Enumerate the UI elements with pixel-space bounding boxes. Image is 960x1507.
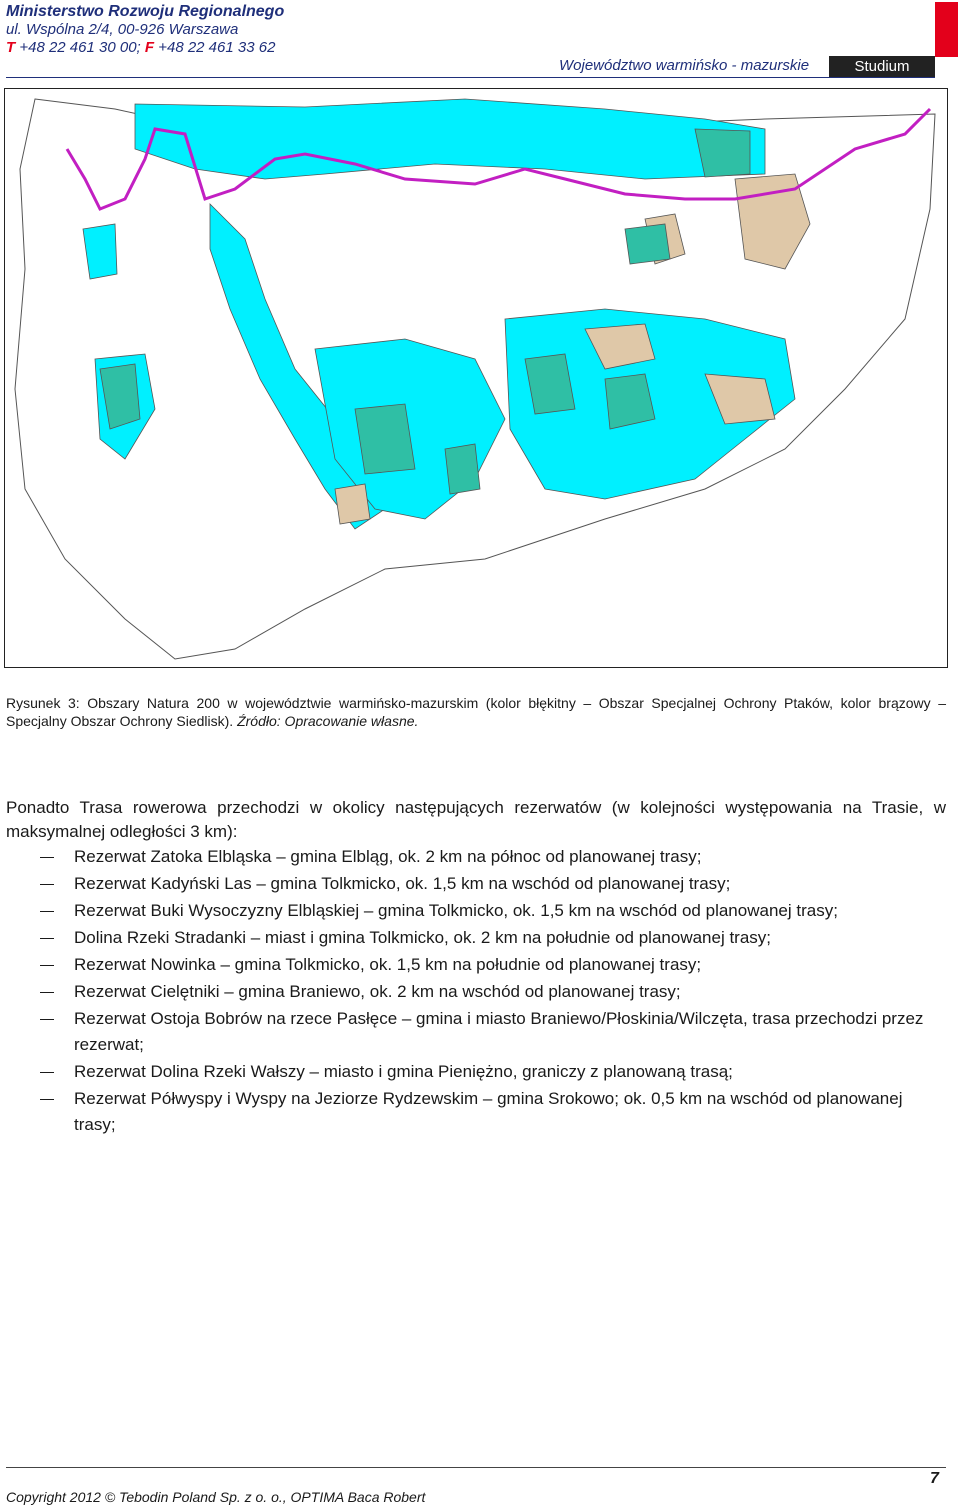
map-graphic — [5, 89, 947, 667]
header-rule — [6, 77, 935, 78]
dash-bullet — [40, 1019, 54, 1020]
list-item — [6, 925, 946, 951]
overlap-area-2 — [625, 224, 670, 264]
dash-bullet — [40, 938, 54, 939]
dash-bullet — [40, 857, 54, 858]
reserve-list — [6, 844, 946, 1139]
natura-map — [4, 88, 948, 668]
list-item — [6, 871, 946, 897]
page-number: 7 — [930, 1470, 939, 1487]
fax-label: F — [144, 39, 155, 56]
dash-bullet — [40, 1099, 54, 1100]
list-item — [6, 898, 946, 924]
list-item — [6, 1059, 946, 1085]
list-item-text: Dolina Rzeki Stradanki – miast i gmina Tolkmicko, ok. 2 km na południe od planowanej trasy; — [74, 928, 772, 947]
habitat-area-4 — [335, 484, 370, 524]
list-item-text: Rezerwat Dolina Rzeki Wałszy – miasto i gmina Pieniężno, graniczy z planowaną trasą; — [74, 1062, 733, 1081]
dash-bullet — [40, 965, 54, 966]
list-item — [6, 1086, 946, 1138]
header-organization: Ministerstwo Rozwoju Regionalnego — [6, 3, 285, 20]
header-accent-bar — [935, 2, 958, 57]
dash-bullet — [40, 992, 54, 993]
list-item — [6, 1006, 946, 1058]
phone-number: +48 22 461 30 00; — [15, 39, 145, 56]
list-item-text: Rezerwat Nowinka – gmina Tolkmicko, ok. 1,5 km na południe od planowanej trasy; — [74, 955, 702, 974]
list-item-text: Rezerwat Buki Wysoczyzny Elbląskiej – gmina Tolkmicko, ok. 1,5 km na wschód od planowanej trasy; — [74, 901, 838, 920]
header-phone — [6, 39, 275, 56]
intro-paragraph: Ponadto Trasa rowerowa przechodzi w okolicy następujących rezerwatów (w kolejności występowania na Trasie, w maksymalnej odległości 3 km): — [6, 798, 946, 841]
header-badge: Studium — [829, 56, 935, 77]
caption-source: Źródło: Opracowanie własne. — [237, 713, 419, 729]
caption-text: Rysunek 3: Obszary Natura 200 w województwie warmińsko-mazurskim (kolor błękitny – Obszar Specjalnej Ochrony Ptaków, kolor brązowy – Specjalny Obszar Ochrony Siedlisk). — [6, 695, 946, 729]
fax-number: +48 22 461 33 62 — [154, 39, 276, 56]
list-item — [6, 844, 946, 870]
phone-label: T — [6, 39, 16, 56]
overlap-area-1 — [695, 129, 750, 177]
list-item-text: Rezerwat Cielętniki – gmina Braniewo, ok. 2 km na wschód od planowanej trasy; — [74, 982, 681, 1001]
dash-bullet — [40, 911, 54, 912]
list-item-text: Rezerwat Ostoja Bobrów na rzece Pasłęce – gmina i miasto Braniewo/Płoskinia/Wilczęta, trasa przechodzi przez rezerwat; — [74, 1009, 924, 1054]
footer-copyright: Copyright 2012 © Tebodin Poland Sp. z o. o., OPTIMA Baca Robert — [6, 1489, 426, 1505]
footer-rule — [6, 1467, 946, 1468]
dash-bullet — [40, 1072, 54, 1073]
list-item-text: Rezerwat Kadyński Las – gmina Tolkmicko, ok. 1,5 km na wschód od planowanej trasy; — [74, 874, 731, 893]
list-item — [6, 979, 946, 1005]
overlap-area-7 — [445, 444, 480, 494]
list-item — [6, 952, 946, 978]
overlap-area-6 — [355, 404, 415, 474]
list-item-text: Rezerwat Półwyspy i Wyspy na Jeziorze Rydzewskim – gmina Srokowo; ok. 0,5 km na wschód od planowanej trasy; — [74, 1089, 903, 1134]
header-region: Województwo warmińsko - mazurskie — [559, 57, 810, 74]
header-address: ul. Wspólna 2/4, 00-926 Warszawa — [6, 21, 239, 38]
figure-caption — [6, 694, 946, 730]
list-item-text: Rezerwat Zatoka Elbląska – gmina Elbląg, ok. 2 km na północ od planowanej trasy; — [74, 847, 702, 866]
dash-bullet — [40, 884, 54, 885]
